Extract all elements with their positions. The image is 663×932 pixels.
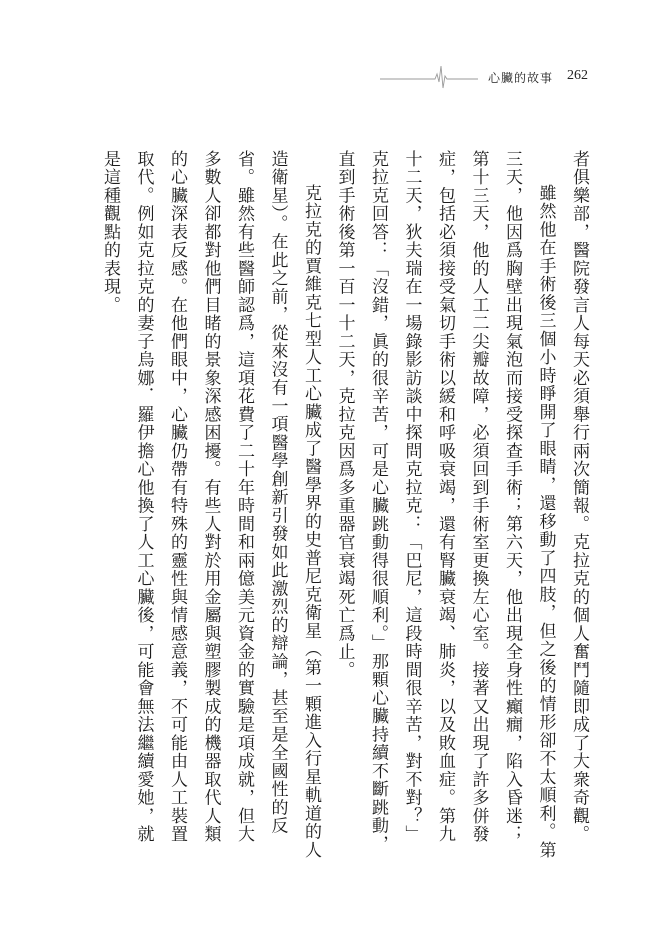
running-header [380, 62, 640, 90]
paragraph-2: 雖然他在手術後三個小時睜開了眼睛，還移動了四肢，但之後的情形卻不太順利。第三天，他因爲胸壁出現氣泡而接受探查手術；第六天，他出現全身性癲癇，陷入昏迷；第十三天，他的人工二尖瓣故障，必須回到手術室更換左心室。接著又出現了許多併發症，包括必須接受氣切手術以緩和呼吸衰竭，還有腎臟衰竭、肺炎，以及敗血症。第九十二天，狄夫瑞在一場錄影訪談中探問克拉克：「巴尼，這段時間很辛苦，對不對？」克拉克回答：「沒錯，眞的很辛苦，可是心臟跳動得很順利。」那顆心臟持續不斷跳動，直到手術後第一百一十二天，克拉克因爲多重器官衰竭死亡爲止。 [334, 150, 556, 860]
chapter-title: 心臟的故事 [488, 71, 554, 85]
paragraph-3: 克拉克的賈維克七型人工心臟成了醫學界的史普尼克衛星（第一顆進入行星軌道的人造衛星）。在此之前，從來沒有一項醫學創新引發如此激烈的辯論，甚至是全國性的反省。雖然有些醫師認爲，這項花費了二十年時間和兩億美元資金的實驗是項成就，但大多數人卻都對他們目睹的景象深感困擾。有些人對於用金屬與塑膠製成的機器取代人類的心臟深表反感。在他們眼中，心臟仍帶有特殊的靈性與情感意義，不可能由人工裝置取代。例如克拉克的妻子烏娜．羅伊擔心他換了人工心臟後，可能會無法繼續愛她，就是這種觀點的表現。 [100, 150, 321, 860]
page-number: 262 [567, 68, 588, 83]
body-text [93, 150, 596, 860]
paragraph-1: 者俱樂部，醫院發言人每天必須舉行兩次簡報。克拉克的個人奮鬥隨即成了大衆奇觀。 [569, 150, 589, 844]
ecg-line-icon [380, 62, 478, 90]
